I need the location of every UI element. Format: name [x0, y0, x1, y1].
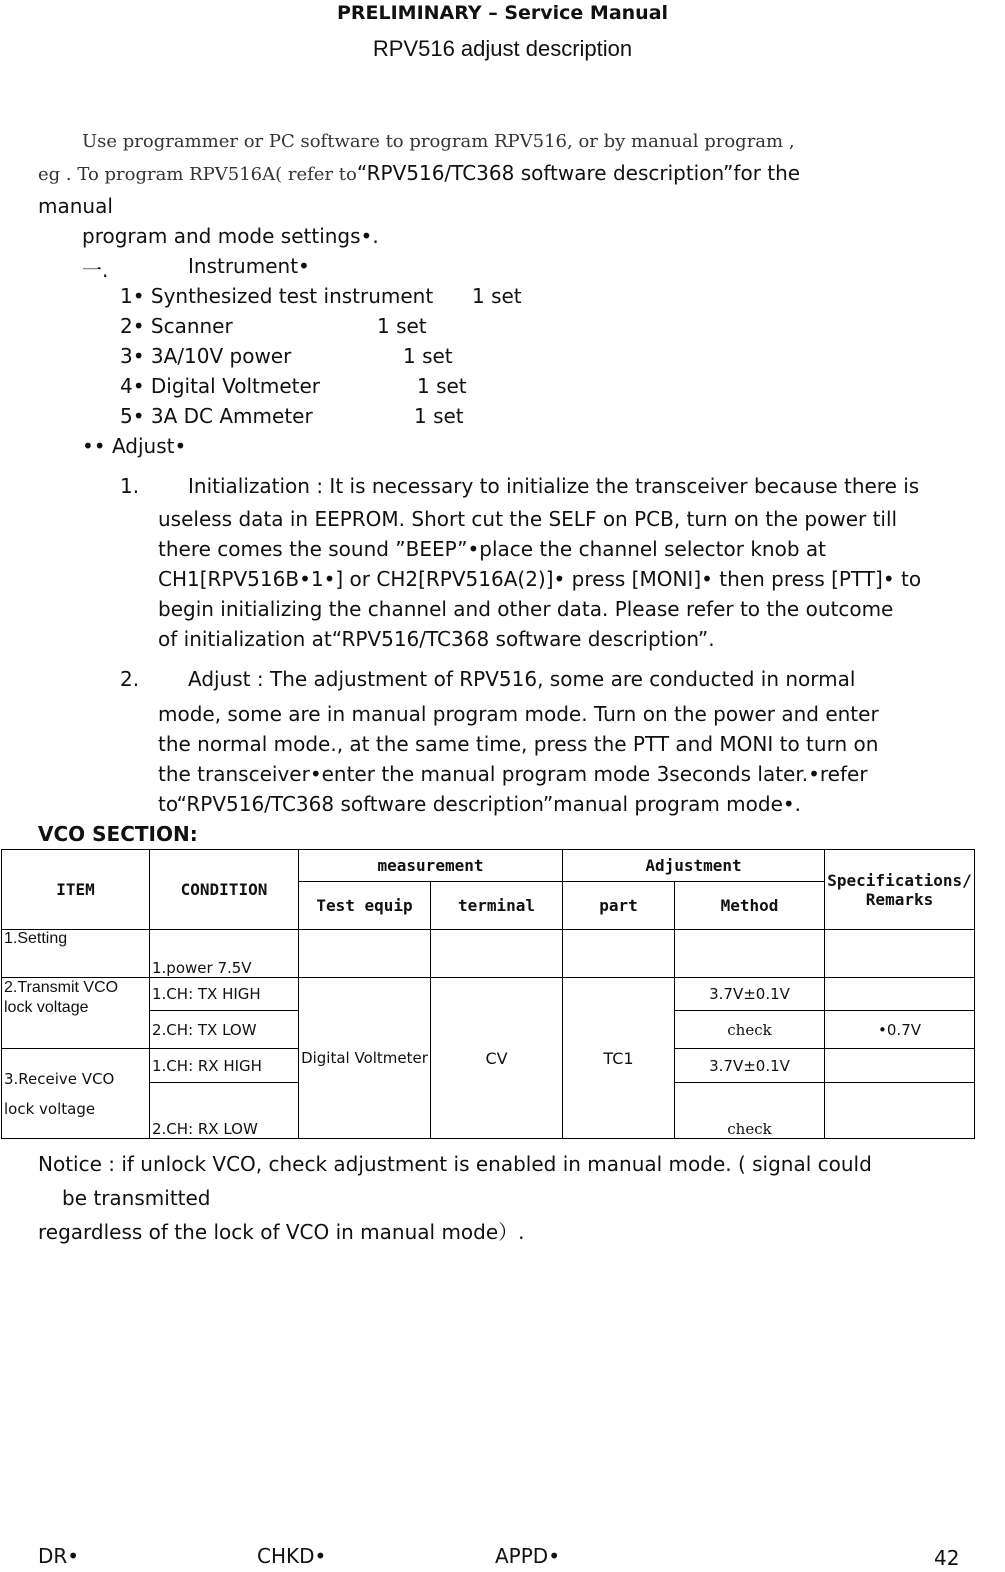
page-number: 42	[934, 1546, 960, 1570]
spec-cell: •0.7V	[825, 1011, 975, 1049]
empty-cell	[675, 930, 825, 978]
instrument-heading: Instrument•	[188, 254, 310, 278]
step-2-line: the transceiver•enter the manual program mode 3seconds later.•refer	[158, 762, 868, 786]
method-cell: check	[675, 1083, 825, 1139]
instrument-item-name: 1• Synthesized test instrument	[120, 284, 434, 308]
instrument-item-name: 4• Digital Voltmeter	[120, 374, 321, 398]
intro-line-2a: eg . To program RPV516A( refer to	[38, 164, 357, 185]
footer-chkd: CHKD•	[257, 1544, 327, 1568]
empty-cell	[563, 930, 675, 978]
step-1-line: Initialization : It is necessary to initialize the transceiver because there is	[188, 474, 920, 498]
empty-cell	[825, 1049, 975, 1083]
col-header-adjustment: Adjustment	[563, 850, 825, 882]
empty-cell	[825, 1083, 975, 1139]
notice-line-1: Notice : if unlock VCO, check adjustment is enabled in manual mode. ( signal could	[38, 1152, 872, 1176]
method-cell: 3.7V±0.1V	[675, 978, 825, 1011]
col-header-specs: Specifications/ Remarks	[825, 850, 975, 930]
instrument-item-qty: 1 set	[403, 344, 453, 368]
row-item: 1.Setting	[2, 930, 150, 978]
step-1-line: there comes the sound ”BEEP”•place the channel selector knob at	[158, 537, 826, 561]
instrument-item-qty: 1 set	[472, 284, 522, 308]
empty-cell	[825, 930, 975, 978]
step-1-line: CH1[RPV516B•1•] or CH2[RPV516A(2)]• press [MONI]• then press [PTT]• to	[158, 567, 922, 591]
method-cell: 3.7V±0.1V	[675, 1049, 825, 1083]
intro-line-2b: “RPV516/TC368 software description”for the	[356, 161, 801, 185]
step-2-line: Adjust : The adjustment of RPV516, some are conducted in normal	[188, 667, 856, 691]
step-2-line: mode, some are in manual program mode. Turn on the power and enter	[158, 702, 879, 726]
instrument-item-name: 5• 3A DC Ammeter	[120, 404, 313, 428]
page-subtitle: RPV516 adjust description	[372, 36, 633, 61]
instrument-item-qty: 1 set	[414, 404, 464, 428]
table-row	[2, 930, 975, 978]
intro-line-4: program and mode settings•.	[82, 224, 379, 248]
row-condition: 1.CH: TX HIGH	[150, 978, 299, 1011]
empty-cell	[299, 930, 431, 978]
footer-dr: DR•	[38, 1544, 80, 1568]
part-cell: TC1	[563, 978, 675, 1139]
table-row	[2, 978, 975, 1011]
vco-adjust-table	[1, 849, 975, 1139]
step-2-line: the normal mode., at the same time, press the PTT and MONI to turn on	[158, 732, 879, 756]
adjust-heading: •• Adjust•	[82, 434, 187, 458]
col-header-test-equip: Test equip	[299, 882, 431, 930]
step-2-number: 2.	[120, 667, 140, 691]
empty-cell	[431, 930, 563, 978]
terminal-cell: CV	[431, 978, 563, 1139]
instrument-item-name: 2• Scanner	[120, 314, 233, 338]
instrument-item-qty: 1 set	[377, 314, 427, 338]
intro-line-3: manual	[38, 194, 113, 218]
col-header-condition: CONDITION	[150, 850, 299, 930]
row-condition: 1.power 7.5V	[150, 930, 299, 978]
col-header-measurement: measurement	[299, 850, 563, 882]
step-1-line: begin initializing the channel and other data. Please refer to the outcome	[158, 597, 894, 621]
notice-line-2: be transmitted	[62, 1186, 211, 1210]
step-1-line: useless data in EEPROM. Short cut the SELF on PCB, turn on the power till	[158, 507, 898, 531]
test-equip-cell: Digital Voltmeter	[299, 978, 431, 1139]
step-1-number: 1.	[120, 474, 140, 498]
document-title: PRELIMINARY – Service Manual	[336, 2, 669, 24]
row-condition: 1.CH: RX HIGH	[150, 1049, 299, 1083]
col-header-part: part	[563, 882, 675, 930]
vco-section-title: VCO SECTION:	[38, 822, 198, 846]
intro-line-2	[38, 161, 800, 185]
col-header-item: ITEM	[2, 850, 150, 930]
step-2-line: to“RPV516/TC368 software description”manual program mode•.	[158, 792, 802, 816]
instrument-heading-num: 一.	[82, 258, 109, 282]
row-condition: 2.CH: TX LOW	[150, 1011, 299, 1049]
empty-cell	[825, 978, 975, 1011]
row-condition: 2.CH: RX LOW	[150, 1083, 299, 1139]
row-item: 3.Receive VCO lock voltage	[2, 1049, 150, 1139]
intro-line-1: Use programmer or PC software to program RPV516, or by manual program ,	[82, 131, 795, 152]
row-item: 2.Transmit VCO lock voltage	[2, 978, 150, 1049]
col-header-method: Method	[675, 882, 825, 930]
footer-appd: APPD•	[495, 1544, 560, 1568]
instrument-item-qty: 1 set	[417, 374, 467, 398]
method-cell: check	[675, 1011, 825, 1049]
notice-line-3: regardless of the lock of VCO in manual mode）.	[38, 1220, 525, 1244]
instrument-item-name: 3• 3A/10V power	[120, 344, 292, 368]
step-1-line: of initialization at“RPV516/TC368 software description”.	[158, 627, 715, 651]
col-header-terminal: terminal	[431, 882, 563, 930]
